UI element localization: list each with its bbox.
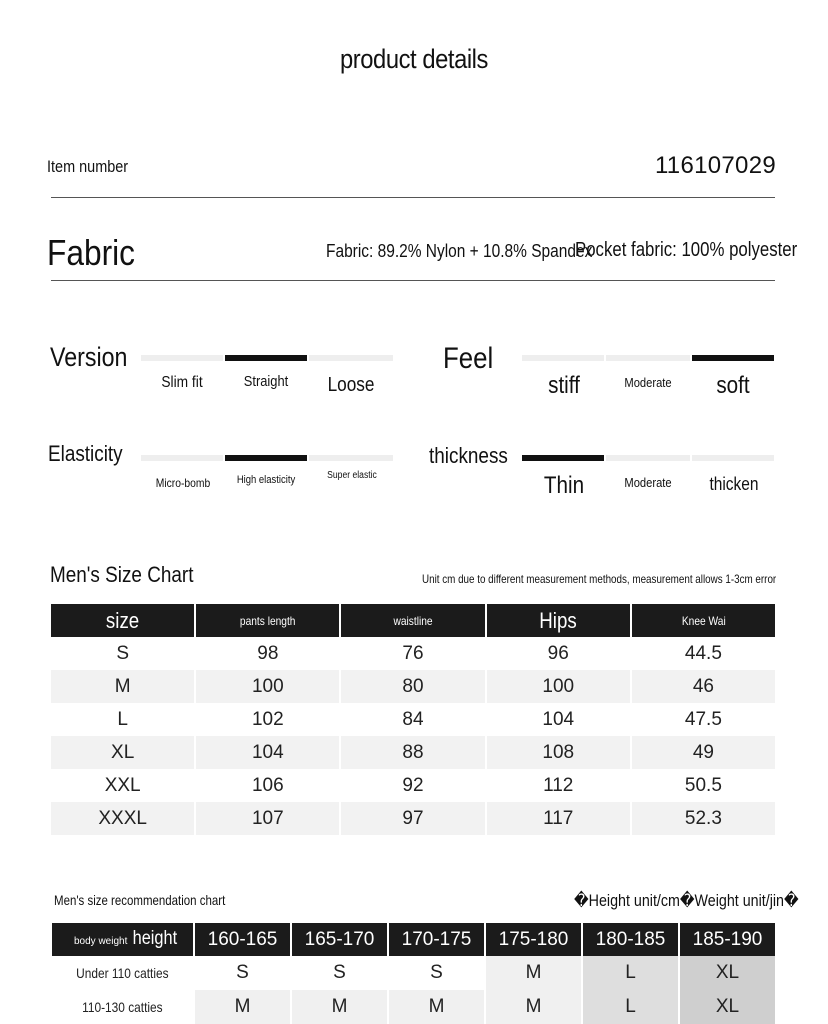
table-cell: M — [486, 990, 581, 1024]
attribute-segment — [141, 455, 223, 461]
column-header: 170-175 — [389, 923, 484, 956]
recommendation-title: Men's size recommendation chart — [54, 892, 226, 908]
column-header: 185-190 — [680, 923, 775, 956]
table-cell: 88 — [341, 736, 484, 769]
column-header: Hips — [487, 604, 630, 637]
table-cell: 104 — [196, 736, 339, 769]
fabric-label: Fabric — [47, 232, 136, 273]
attribute-option: soft — [716, 372, 750, 399]
corner-height-label: height — [132, 928, 178, 949]
attribute-segment — [141, 355, 223, 361]
size-chart-table — [49, 604, 777, 835]
table-cell: M — [51, 670, 194, 703]
row-label: 110-130 catties — [82, 999, 163, 1015]
table-cell: 108 — [487, 736, 630, 769]
table-cell: M — [486, 956, 581, 990]
table-cell: 98 — [257, 642, 279, 664]
attribute-option: stiff — [548, 372, 580, 399]
table-cell: S — [116, 642, 129, 664]
attribute-segment — [309, 455, 393, 461]
table-row — [52, 990, 775, 1024]
column-header: 160-165 — [195, 923, 290, 956]
table-cell: L — [583, 990, 678, 1024]
table-cell: 49 — [632, 736, 775, 769]
column-header: pants length — [196, 604, 339, 637]
attribute-option: thicken — [709, 474, 759, 494]
table-header-row — [51, 604, 775, 637]
attribute-segment — [692, 455, 774, 461]
table-cell: XXL — [104, 774, 141, 796]
attribute-option: Straight — [243, 373, 289, 390]
pocket-fabric: Pocket fabric: 100% polyester — [575, 239, 798, 261]
table-cell: L — [583, 956, 678, 990]
table-cell: 92 — [402, 774, 424, 796]
table-cell: 107 — [196, 802, 339, 835]
table-cell: 44.5 — [684, 642, 722, 664]
table-cell: M — [292, 990, 387, 1024]
attribute-option: Thin — [543, 472, 585, 499]
attribute-option: High elasticity — [236, 474, 296, 486]
table-cell: 46 — [632, 670, 775, 703]
table-cell: M — [389, 990, 484, 1024]
table-row — [51, 670, 775, 703]
table-row — [51, 736, 775, 769]
table-cell: 76 — [402, 642, 424, 664]
table-row — [51, 637, 775, 670]
divider — [51, 280, 775, 281]
table-cell: XL — [51, 736, 194, 769]
table-cell: 84 — [402, 708, 424, 730]
attribute-segment-selected — [225, 455, 307, 461]
attribute-option: Loose — [327, 374, 375, 396]
recommendation-units: �Height unit/cm�Weight unit/jin� — [574, 891, 799, 910]
table-cell: 104 — [542, 708, 575, 730]
table-cell: S — [236, 962, 249, 983]
attribute-segment — [606, 455, 690, 461]
column-header: 175-180 — [486, 923, 581, 956]
table-row — [51, 769, 775, 802]
column-header: size — [51, 604, 194, 637]
table-cell: 112 — [543, 774, 574, 796]
attribute-name: Version — [50, 342, 128, 372]
table-cell: 80 — [341, 670, 484, 703]
table-cell: XL — [680, 990, 775, 1024]
divider — [51, 197, 775, 198]
table-cell: XL — [680, 956, 775, 990]
size-chart-title: Men's Size Chart — [50, 562, 194, 587]
attribute-segment-selected — [225, 355, 307, 361]
attribute-option: Micro-bomb — [155, 476, 211, 490]
table-cell: 100 — [487, 670, 630, 703]
table-cell: S — [430, 962, 443, 983]
attribute-name: Elasticity — [48, 441, 123, 466]
table-cell: 102 — [251, 708, 284, 730]
table-cell: 106 — [251, 774, 284, 796]
fabric-composition: Fabric: 89.2% Nylon + 10.8% Spandex — [326, 241, 593, 261]
attribute-segment-selected — [522, 455, 604, 461]
column-header: waistline — [341, 604, 484, 637]
attribute-segment — [309, 355, 393, 361]
table-row — [52, 956, 775, 990]
table-row — [51, 802, 775, 835]
attribute-option: Super elastic — [327, 470, 377, 481]
attribute-name: thickness — [429, 443, 508, 468]
column-header: 180-185 — [583, 923, 678, 956]
table-cell: XXXL — [51, 802, 194, 835]
column-header: 165-170 — [292, 923, 387, 956]
attribute-segment-selected — [692, 355, 774, 361]
item-number-value: 116107029 — [654, 152, 776, 179]
attribute-name: Feel — [443, 342, 494, 375]
attribute-option: Moderate — [624, 475, 672, 490]
attribute-option: Slim fit — [161, 374, 203, 391]
table-row — [51, 703, 775, 736]
corner-weight-label: body weight — [74, 936, 128, 947]
row-label: Under 110 catties — [76, 965, 169, 981]
table-cell: S — [333, 962, 346, 983]
page-title: product details — [340, 44, 488, 74]
corner-header — [52, 923, 193, 956]
table-cell: 47.5 — [684, 708, 722, 730]
table-cell: M — [195, 990, 290, 1024]
table-header-row — [52, 923, 775, 956]
table-cell: 100 — [196, 670, 339, 703]
table-cell: L — [117, 708, 128, 730]
table-cell: 96 — [547, 642, 569, 664]
table-cell: 52.3 — [632, 802, 775, 835]
table-cell: 50.5 — [684, 774, 722, 796]
table-cell: 97 — [341, 802, 484, 835]
table-cell: 117 — [487, 802, 630, 835]
attribute-segment — [606, 355, 690, 361]
recommendation-table — [50, 923, 777, 1024]
attribute-segment — [522, 355, 604, 361]
size-chart-note: Unit cm due to different measurement methods, measurement allows 1-3cm error — [422, 572, 777, 586]
column-header: Knee Wai — [632, 604, 775, 637]
item-number-label: Item number — [47, 157, 129, 176]
attribute-option: Moderate — [624, 375, 672, 390]
